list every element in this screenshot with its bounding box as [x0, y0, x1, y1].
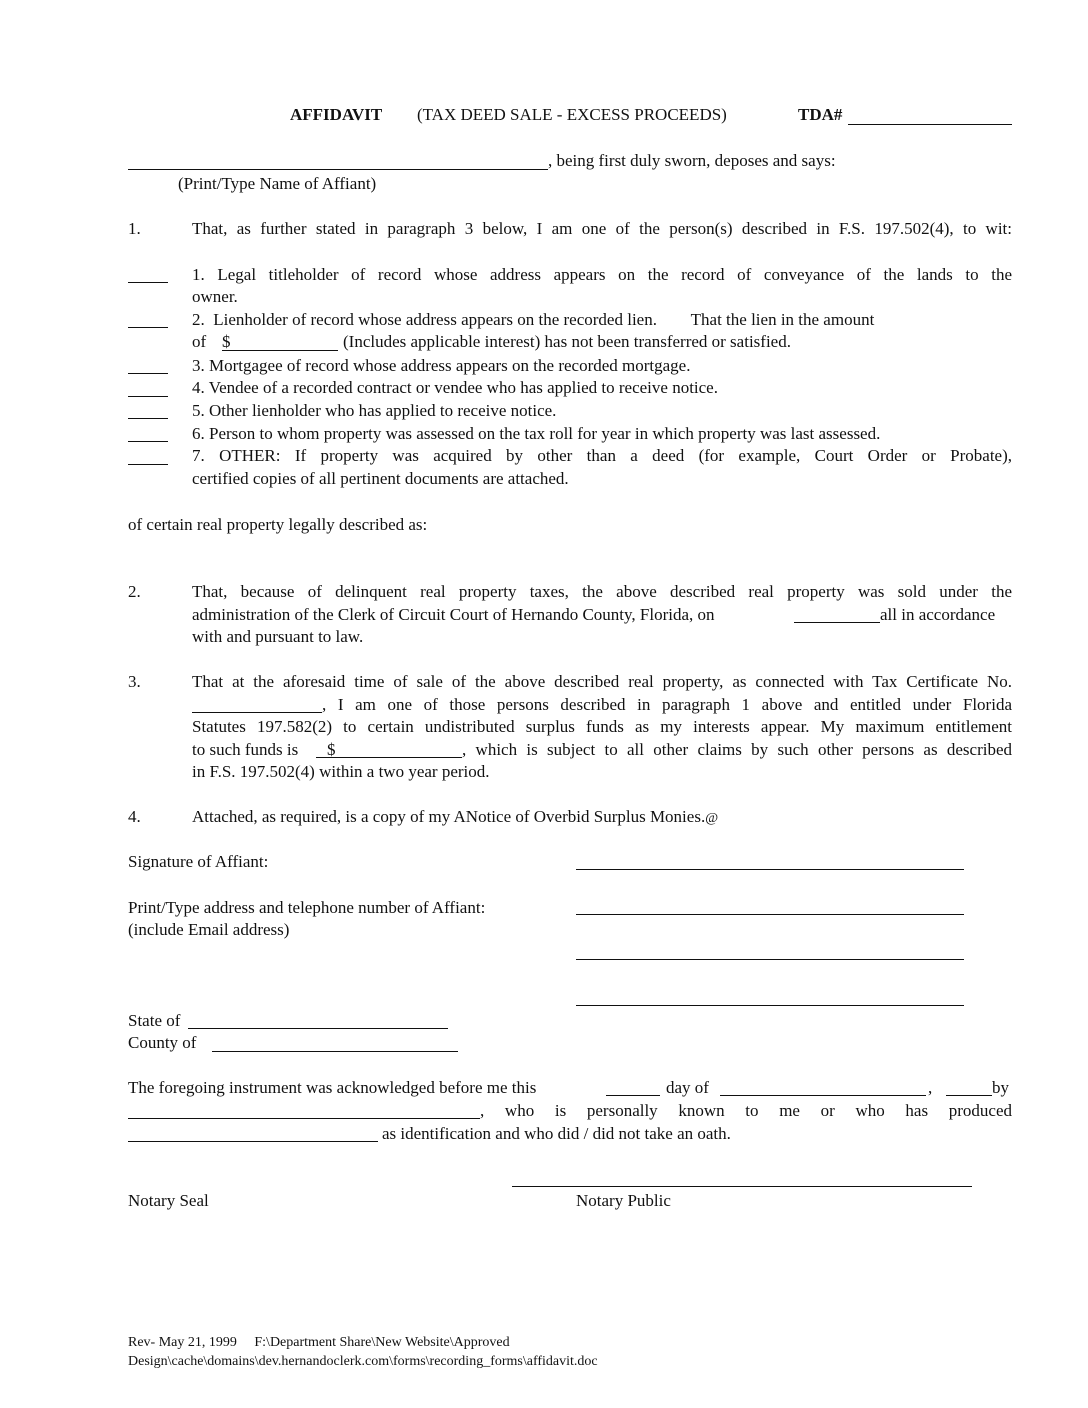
para2-line1: That, because of delinquent real property taxes, the above described real property was sold under the: [192, 582, 1012, 601]
address-field-1[interactable]: [576, 914, 964, 915]
para3-number: 3.: [128, 672, 141, 691]
tax-certificate-field[interactable]: [192, 712, 322, 713]
affiant-sworn-text: , being first duly sworn, deposes and says:: [548, 151, 836, 170]
para2-line2: administration of the Clerk of Circuit Court of Hernando County, Florida, on: [192, 605, 715, 624]
option-6-checkbox-line[interactable]: [128, 441, 168, 442]
option-2-checkbox-line[interactable]: [128, 327, 168, 328]
option-5-checkbox-line[interactable]: [128, 418, 168, 419]
affiant-name-field[interactable]: [128, 169, 548, 170]
ack-year-field[interactable]: [946, 1095, 992, 1096]
para2-line3: with and pursuant to law.: [192, 627, 364, 646]
option-7-checkbox-line[interactable]: [128, 464, 168, 465]
option-1-text-cont: owner.: [192, 287, 238, 306]
option-2-text: 2. Lienholder of record whose address appears on the recorded lien. That the lien in the amount: [192, 310, 875, 329]
option-2-text-cont: (Includes applicable interest) has not been transferred or satisfied.: [343, 332, 791, 351]
para3-dollar: $: [327, 740, 336, 759]
ack-comma: ,: [928, 1078, 933, 1097]
sale-date-field[interactable]: [794, 622, 880, 623]
lien-amount-field[interactable]: [222, 350, 338, 351]
state-field[interactable]: [188, 1028, 448, 1029]
address-field-3[interactable]: [576, 1005, 964, 1006]
option-1-checkbox-line[interactable]: [128, 282, 168, 283]
ack-person-field[interactable]: [128, 1118, 480, 1119]
option-2-dollar: $: [222, 332, 231, 351]
ack-identification-field[interactable]: [128, 1141, 378, 1142]
county-field[interactable]: [212, 1051, 458, 1052]
tda-number-field[interactable]: [848, 124, 1012, 125]
para4-mark: @: [705, 811, 719, 826]
email-label: (include Email address): [128, 920, 290, 939]
para3-line5: in F.S. 197.502(4) within a two year period.: [192, 762, 490, 781]
para3-line4-cont: , which is subject to all other claims by such other persons as described: [462, 740, 1012, 759]
footer-file-path: Design\cache\domains\dev.hernandoclerk.com\forms\recording_forms\affidavit.doc: [128, 1354, 598, 1369]
ack-line2: , who is personally known to me or who has produced: [480, 1101, 1012, 1120]
option-2-of: of: [192, 332, 207, 351]
legal-description-label: of certain real property legally described as:: [128, 515, 428, 534]
para2-number: 2.: [128, 582, 141, 601]
option-7-text: 7. OTHER: If property was acquired by other than a deed (for example, Court Order or Probate),: [192, 446, 1012, 465]
ack-day-of: day of: [666, 1078, 709, 1097]
para3-line4: to such funds is: [192, 740, 299, 759]
address-field-2[interactable]: [576, 959, 964, 960]
para1-text: That, as further stated in paragraph 3 below, I am one of the person(s) described in F.S. 197.502(4), to wit:: [192, 219, 1012, 238]
para2-line2-cont: all in accordance: [880, 605, 996, 624]
option-5-text: 5. Other lienholder who has applied to receive notice.: [192, 401, 557, 420]
notary-public-label: Notary Public: [576, 1191, 671, 1210]
option-4-checkbox-line[interactable]: [128, 396, 168, 397]
document-subtitle: (TAX DEED SALE - EXCESS PROCEEDS): [417, 105, 727, 124]
ack-line1: The foregoing instrument was acknowledged before me this: [128, 1078, 537, 1097]
county-label: County of: [128, 1033, 197, 1052]
state-label: State of: [128, 1011, 181, 1030]
ack-by: by: [992, 1078, 1009, 1097]
signature-label: Signature of Affiant:: [128, 852, 269, 871]
option-7-text-cont: certified copies of all pertinent documents are attached.: [192, 469, 569, 488]
ack-line3: as identification and who did / did not take an oath.: [382, 1124, 731, 1143]
para3-line3: Statutes 197.582(2) to certain undistributed surplus funds as my interests appear. My maximum entitlement: [192, 717, 1012, 736]
notary-signature-field[interactable]: [512, 1186, 972, 1187]
affiant-name-caption: (Print/Type Name of Affiant): [178, 174, 377, 193]
para3-line2: , I am one of those persons described in paragraph 1 above and entitled under Florida: [322, 695, 1012, 714]
para4-text: Attached, as required, is a copy of my ANotice of Overbid Surplus Monies.@: [192, 807, 719, 826]
entitlement-amount-field[interactable]: [316, 757, 462, 758]
para1-number: 1.: [128, 219, 141, 238]
address-label: Print/Type address and telephone number of Affiant:: [128, 898, 486, 917]
option-3-checkbox-line[interactable]: [128, 373, 168, 374]
option-1-text: 1. Legal titleholder of record whose address appears on the record of conveyance of the lands to the: [192, 265, 1012, 284]
signature-field[interactable]: [576, 869, 964, 870]
para4-number: 4.: [128, 807, 141, 826]
option-6-text: 6. Person to whom property was assessed on the tax roll for year in which property was last assessed.: [192, 424, 881, 443]
notary-seal-label: Notary Seal: [128, 1191, 209, 1210]
tda-label: TDA#: [798, 105, 843, 124]
option-3-text: 3. Mortgagee of record whose address appears on the recorded mortgage.: [192, 356, 691, 375]
ack-month-field[interactable]: [720, 1095, 926, 1096]
ack-day-field[interactable]: [606, 1095, 660, 1096]
para3-line1: That at the aforesaid time of sale of the above described real property, as connected with Tax Certificate No.: [192, 672, 1012, 691]
document-title: AFFIDAVIT: [290, 105, 383, 124]
footer-revision: Rev- May 21, 1999 F:\Department Share\New Website\Approved: [128, 1335, 510, 1350]
option-4-text: 4. Vendee of a recorded contract or vendee who has applied to receive notice.: [192, 378, 718, 397]
